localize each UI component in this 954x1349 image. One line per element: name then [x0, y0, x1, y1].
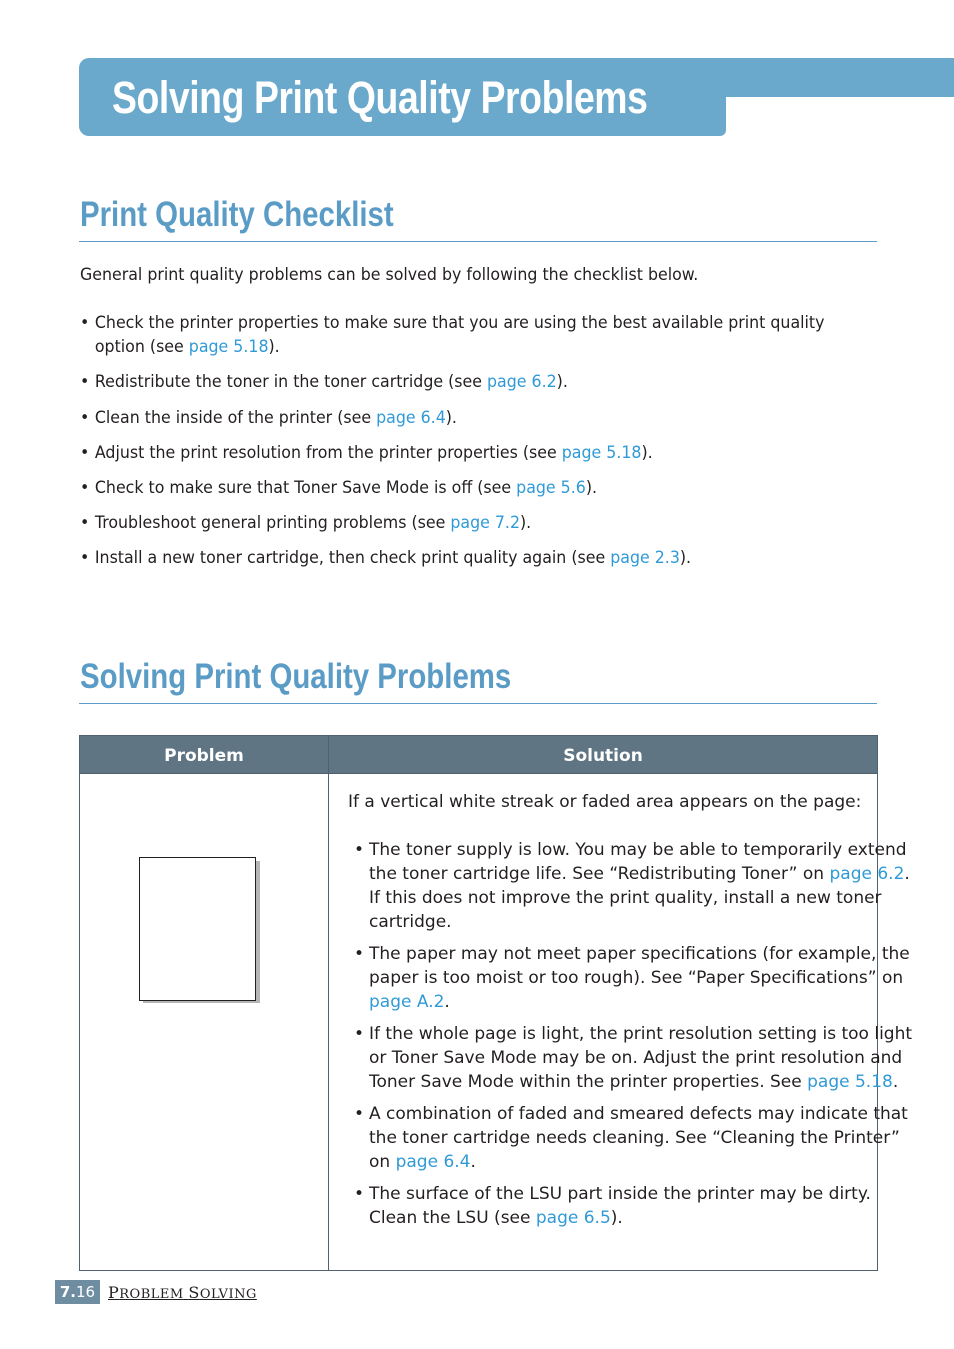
problems-table — [79, 735, 913, 1271]
bullet: • — [354, 1184, 365, 1204]
page-title: Solving Print Quality Problems — [112, 72, 648, 123]
checklist-heading: Print Quality Checklist — [80, 195, 394, 234]
page-link[interactable]: page 6.4 — [376, 408, 446, 428]
solution-item — [348, 942, 924, 1014]
item-text-end: . If this does not improve the print quality, install a new toner cartridge. — [369, 864, 910, 932]
item-text-end: ). — [520, 513, 532, 533]
page-link[interactable]: page 6.2 — [829, 864, 905, 884]
bullet: • — [80, 548, 90, 568]
item-text: Check the printer properties to make sure that you are using the best available print quality option (see — [94, 313, 825, 357]
bullet: • — [354, 840, 365, 860]
checklist-item — [80, 311, 871, 359]
bullet: • — [354, 944, 365, 964]
problems-heading: Solving Print Quality Problems — [80, 657, 512, 696]
solution-item — [348, 1022, 924, 1094]
header-solution: Solution — [563, 746, 643, 766]
sample-page-illustration — [139, 857, 256, 1001]
item-text: Redistribute the toner in the toner cartridge (see — [94, 372, 488, 392]
checklist-item — [80, 476, 871, 500]
item-text-end: . — [892, 1072, 899, 1092]
solution-item — [348, 838, 924, 934]
chapter-number: 7. — [59, 1283, 77, 1301]
page-link[interactable]: page 7.2 — [450, 513, 521, 533]
bullet: • — [80, 372, 90, 392]
item-text-end: . — [470, 1152, 476, 1172]
table-header — [80, 736, 877, 774]
bullet: • — [354, 1104, 365, 1124]
header-banner-strip — [700, 58, 954, 97]
checklist-intro: General print quality problems can be solved by following the checklist below. — [80, 265, 699, 285]
page-link[interactable]: page 5.18 — [561, 443, 642, 463]
item-text: A combination of faded and smeared defects may indicate that the toner cartridge needs cleaning. See “Cleaning the Printer” on — [369, 1104, 908, 1172]
solution-item — [348, 1182, 924, 1230]
item-text-end: ). — [268, 337, 280, 357]
page-link[interactable]: page A.2 — [369, 992, 445, 1012]
checklist-rule — [79, 241, 877, 242]
item-text: Install a new toner cartridge, then check print quality again (see — [94, 548, 611, 568]
checklist-item — [80, 370, 871, 394]
header-problem: Problem — [164, 746, 244, 766]
item-text: The surface of the LSU part inside the printer may be dirty. Clean the LSU (see — [369, 1184, 871, 1228]
bullet: • — [80, 513, 90, 533]
page-link[interactable]: page 5.6 — [516, 478, 586, 498]
item-text-end: ). — [556, 372, 568, 392]
solution-cell — [348, 790, 938, 1238]
page-number: 16 — [76, 1283, 96, 1301]
item-text-end: ). — [445, 408, 457, 428]
page-link[interactable]: page 6.4 — [395, 1152, 471, 1172]
page-link[interactable]: page 6.5 — [535, 1208, 611, 1228]
bullet: • — [80, 313, 90, 333]
checklist-item — [80, 406, 871, 430]
page-link[interactable]: page 2.3 — [610, 548, 680, 568]
bullet: • — [80, 443, 90, 463]
item-text: If the whole page is light, the print resolution setting is too light or Toner Save Mode may be on. Adjust the print resolution and Toner Save Mode within the printer properties. See — [369, 1024, 913, 1092]
bullet: • — [80, 478, 90, 498]
item-text-end: ). — [679, 548, 692, 568]
solution-list — [348, 838, 938, 1230]
item-text: Clean the inside of the printer (see — [94, 408, 377, 428]
page-link[interactable]: page 6.2 — [487, 372, 557, 392]
item-text: Check to make sure that Toner Save Mode is off (see — [94, 478, 517, 498]
problems-rule — [79, 703, 877, 704]
column-divider — [328, 736, 329, 1270]
solution-lead: If a vertical white streak or faded area appears on the page: — [348, 792, 862, 812]
item-text: Adjust the print resolution from the printer properties (see — [94, 443, 562, 463]
item-text-end: . — [444, 992, 450, 1012]
checklist-item — [80, 441, 871, 465]
item-text: The paper may not meet paper specifications (for example, the paper is too moist or too rough). See “Paper Specifications” on — [369, 944, 910, 988]
checklist-item — [80, 511, 871, 535]
bullet: • — [80, 408, 90, 428]
item-text-end: ). — [585, 478, 598, 498]
page-number-badge — [55, 1280, 100, 1304]
solution-item — [348, 1102, 924, 1174]
item-text-end: ). — [610, 1208, 623, 1228]
bullet: • — [354, 1024, 365, 1044]
item-text: The toner supply is low. You may be able to temporarily extend the toner cartridge life. See “Redistributing Toner” on — [369, 840, 907, 884]
item-text: Troubleshoot general printing problems (see — [94, 513, 451, 533]
checklist-item — [80, 546, 871, 570]
item-text-end: ). — [641, 443, 653, 463]
page-link[interactable]: page 5.18 — [188, 337, 269, 357]
footer-section-title: PROBLEM SOLVING — [108, 1283, 257, 1302]
page-link[interactable]: page 5.18 — [807, 1072, 893, 1092]
